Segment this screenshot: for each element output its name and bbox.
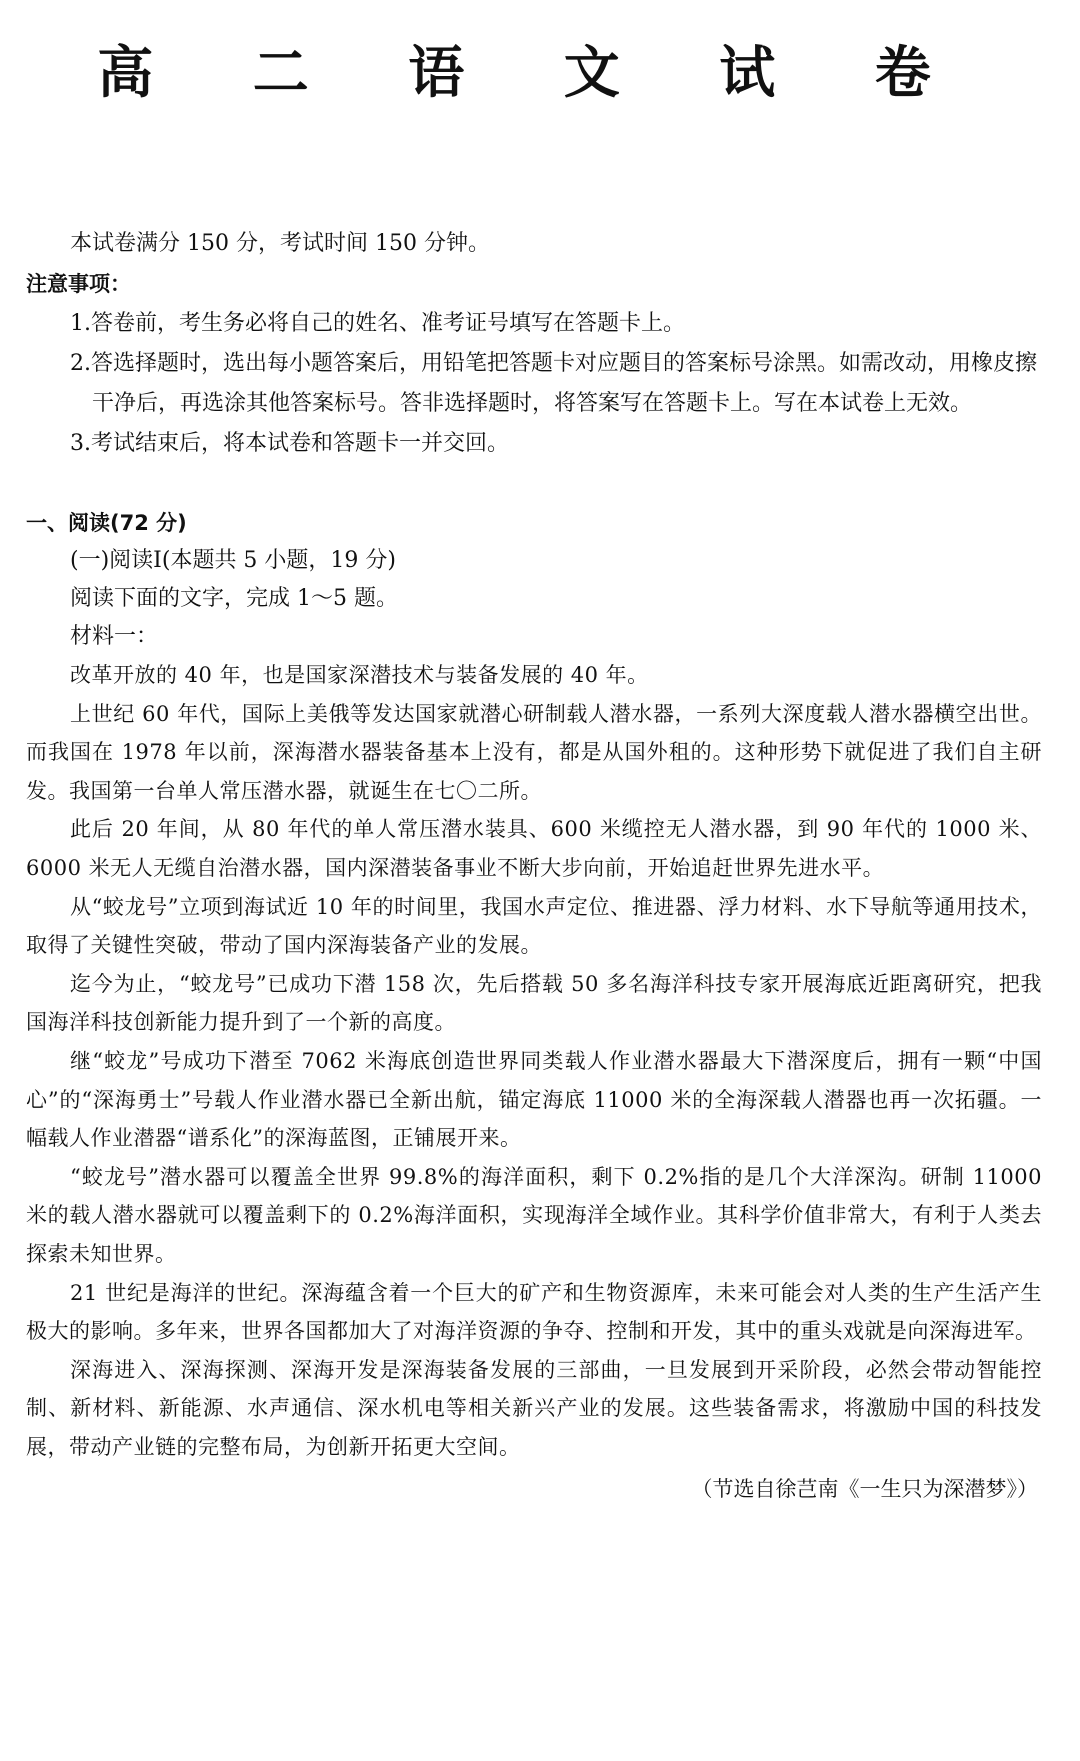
paragraph: “蛟龙号”潜水器可以覆盖全世界 99.8%的海洋面积，剩下 0.2%指的是几个大洋深沟。研制 11000 米的载人潜水器就可以覆盖剩下的 0.2%海洋面积，实现海洋全域作业。其科学价值非常大，有利于人类去探索未知世界。 [26,1164,1042,1266]
paragraph: 迄今为止，“蛟龙号”已成功下潜 158 次，先后搭载 50 多名海洋科技专家开展海底近距离研究，把我国海洋科技创新能力提升到了一个新的高度。 [26,971,1042,1035]
paragraph: 深海进入、深海探测、深海开发是深海装备发展的三部曲，一旦发展到开采阶段，必然会带动智能控制、新材料、新能源、水声通信、深水机电等相关新兴产业的发展。这些装备需求，将激励中国的科技发展，带动产业链的完整布局，为创新开拓更大空间。 [26,1357,1042,1459]
section-heading: 一、阅读(72 分) [26,511,187,535]
source-citation: （节选自徐芑南《一生只为深潜梦》） [691,1477,1038,1502]
paragraph: 继“蛟龙”号成功下潜至 7062 米海底创造世界同类载人作业潜水器最大下潜深度后，拥有一颗“中国心”的“深海勇士”号载人作业潜水器已全新出航，锚定海底 11000 米的全海深载人潜器也再一次拓疆。一幅载人作业潜器“谱系化”的深海蓝图，正铺展开来。 [26,1048,1042,1151]
material-one-text [26,656,1042,1466]
exam-info: 本试卷满分 150 分，考试时间 150 分钟。 [70,231,490,256]
paragraph: 21 世纪是海洋的世纪。深海蕴含着一个巨大的矿产和生物资源库，未来可能会对人类的生产生活产生极大的影响。多年来，世界各国都加大了对海洋资源的争夺、控制和开发，其中的重头戏就是向深海进军。 [26,1280,1042,1344]
notice-heading: 注意事项： [26,272,131,296]
paragraph: 从“蛟龙号”立项到海试近 10 年的时间里，我国水声定位、推进器、浮力材料、水下导航等通用技术，取得了关键性突破，带动了国内深海装备产业的发展。 [26,894,1042,958]
page-title: 高 二 语 文 试 卷 [97,41,971,106]
notice-item: 3.考试结束后，将本试卷和答题卡一并交回。 [70,431,509,456]
sub-section-heading: (一)阅读Ⅰ(本题共 5 小题，19 分) [70,548,396,573]
paragraph: 改革开放的 40 年，也是国家深潜技术与装备发展的 40 年。 [70,663,649,687]
exam-instructions [26,224,1042,464]
paragraph: 上世纪 60 年代，国际上美俄等发达国家就潜心研制载人潜水器，一系列大深度载人潜水器横空出世。而我国在 1978 年以前，深海潜水器装备基本上没有，都是从国外租的。这种形势下就促进了我们自主研发。我国第一台单人常压潜水器，就诞生在七〇二所。 [26,701,1042,803]
paragraph: 此后 20 年间，从 80 年代的单人常压潜水装具、600 米缆控无人潜水器，到 90 年代的 1000 米、6000 米无人无缆自治潜水器，国内深潜装备事业不断大步向前，开始追赶世界先进水平。 [26,817,1042,880]
notice-item: 1.答卷前，考生务必将自己的姓名、准考证号填写在答题卡上。 [70,311,685,336]
notice-item: 2.答选择题时，选出每小题答案后，用铅笔把答题卡对应题目的答案标号涂黑。如需改动，用橡皮擦干净后，再选涂其他答案标号。答非选择题时，将答案写在答题卡上。写在本试卷上无效。 [70,351,1037,416]
material-label: 材料一： [70,624,159,649]
reading-instruction: 阅读下面的文字，完成 1～5 题。 [70,586,398,611]
reading-section [26,504,1042,656]
